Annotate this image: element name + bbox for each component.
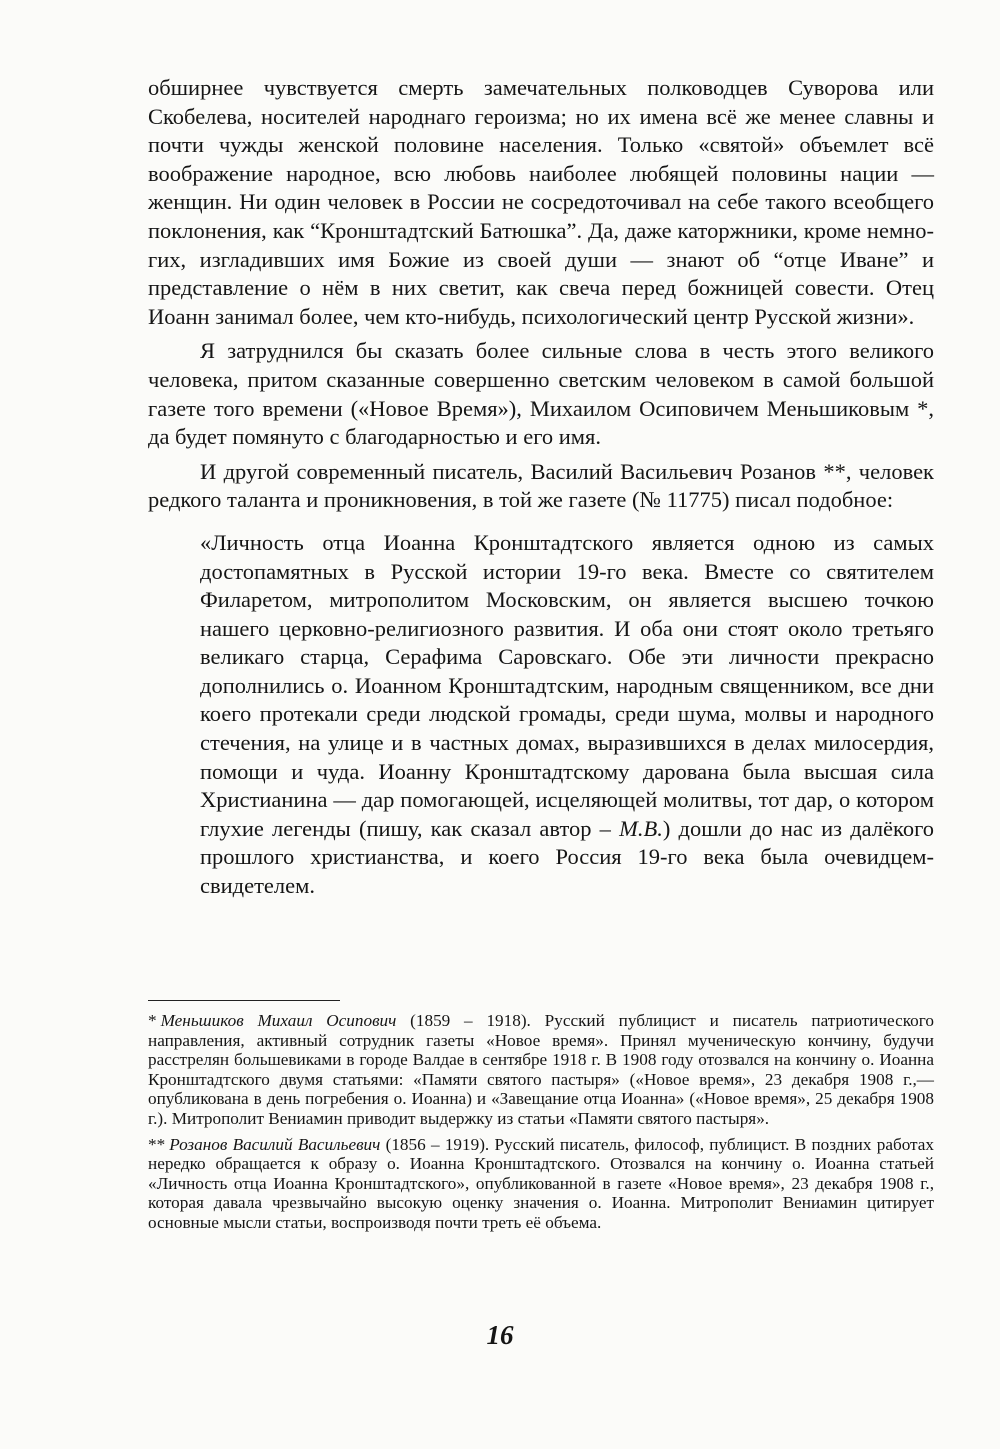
footnote-1	[148, 1011, 934, 1129]
paragraph-continued: обширнее чувствуется смерть замечательных полководцев Суворова или Скобелева, носителей народнаго героизма; но их имена всё же менее славны и почти чужды женской половине населения. Только «святой» объемлет всё воображение народное, всю любовь наиболее любящей половины нации — женщин. Ни один человек в России не сосредоточивал на себе такого всеобщего поклонения, как “Кронштадтский Батюшка”. Да, даже каторжники, кроме немногих, изгладивших имя Божие из своей души — знают об “отце Иване” и представление о нём в них светит, как свеча перед божницей совести. Отец Иоанн занимал более, чем кто-нибудь, психологический центр Русской жизни».	[148, 75, 934, 329]
footnote-divider	[148, 1000, 340, 1001]
footnote-text: (1859 – 1918). Русский публицист и писатель патриотического направления, активный сотрудник газеты «Новое время». Принял мученическую кончину, будучи расстрелян большевиками в городе Валдае в сентябре 1918 г. В 1908 году отозвался на кончину о. Иоанна Кронштадтского двумя статьями: «Памяти святого пастыря» («Новое время», 23 декабря 1908 г.,— опубликована в день погребения о. Иоанна) и «Завещание отца Иоанна» («Новое время», 25 декабря 1908 г.). Митрополит Вениамин приводит выдержку из статьи «Памяти святого пастыря».	[148, 1011, 934, 1128]
footnotes	[148, 1011, 934, 1239]
paragraph-menshikov: Я затруднился бы сказать более сильные слова в честь этого великого человека, притом сказанные совершенно светским человеком в самой большой газете того времени («Новое Время»), Михаилом Осиповичем Меньшиковым *, да будет помянуто с благодарностью и его имя.	[148, 338, 934, 450]
paragraph-rozanov: И другой современный писатель, Василий Васильевич Розанов **, человек редкого таланта и проникновения, в той же газете (№ 11775) писал подобное:	[148, 458, 934, 513]
page-number: 16	[486, 1320, 514, 1350]
main-text	[148, 74, 934, 901]
footnote-mark: **	[148, 1134, 166, 1154]
quote-initials: М.В.	[619, 815, 663, 841]
footnote-name: Меньшиков Михаил Осипович	[160, 1011, 397, 1030]
footnote-name: Розанов Василий Васильевич	[169, 1134, 381, 1154]
rozanov-quote	[200, 529, 934, 901]
quote-main-text: «Личность отца Иоанна Кронштадтского является одною из самых достопамятных в Русской истории 19-го века. Вместе со святителем Филаретом, митрополитом Московским, он является высшею точкою нашего церковно-религиозного развития. И оба они стоят около третьяго великаго старца, Серафима Саровскаго. Обе эти личности прекрасно дополнились о. Иоанном Кронштадтским, народным священником, все дни коего протекали среди людской громады, среди шума, молвы и народного стечения, на улице и в частных домах, выразившихся в делах милосердия, помощи и чуда. Иоанну Кронштадтскому дарована была высшая сила Христианина — дар помогающей, исцеляющей молитвы, тот дар, о котором глухие легенды (пишу, как сказал автор –	[200, 529, 934, 841]
footnote-mark: *	[148, 1011, 157, 1030]
footnote-2	[148, 1135, 934, 1233]
quote-tail-text: ) дошли до нас из далёкого прошлого христианства, и коего Россия 19-го века была очевидцем-свидетелем.	[200, 815, 935, 899]
footnote-text: (1856 – 1919). Русский писатель, философ, публицист. В поздних работах нередко обращается к образу о. Иоанна Кронштадтского. Отозвался на кончину о. Иоанна статьей «Личность отца Иоанна Кронштадтского», опубликованной в газете «Новое время», 23 декабря 1908 г., которая давала чрезвычайно высокую оценку значения о. Иоанна. Митрополит Вениамин цитирует основные мысли статьи, воспроизводя почти треть её объема.	[148, 1134, 934, 1232]
